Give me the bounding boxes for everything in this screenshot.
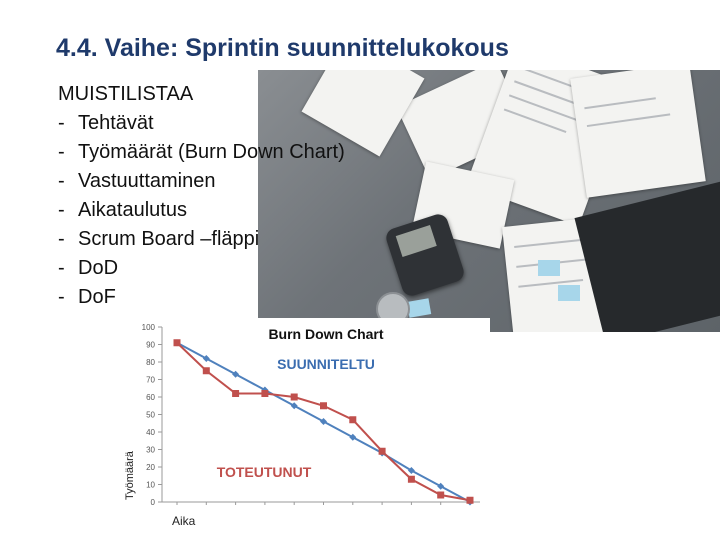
memo-item: - DoF [58,286,116,308]
data-point-actual [261,390,268,397]
series-label-actual: TOTEUTUNUT [216,464,312,480]
laptop [575,182,720,332]
memo-heading: MUISTILISTAA [58,83,194,105]
y-tick-label: 50 [146,410,155,420]
memo-item: - DoD [58,257,119,279]
y-tick-label: 80 [146,358,155,367]
data-point-actual [232,390,239,397]
memo-list [58,80,345,312]
data-point-actual [291,394,298,401]
data-point-actual [174,339,181,346]
data-point-actual [379,448,386,455]
burn-down-chart [118,318,490,532]
slide-title: 4.4. Vaihe: Sprintin suunnittelukokous [56,34,509,62]
data-point-actual [203,367,210,374]
memo-item: - Tehtävät [58,112,154,134]
memo-item: - Työmäärät (Burn Down Chart) [58,141,345,163]
x-axis-label: Aika [172,514,196,528]
data-point-actual [408,476,415,483]
chart-title: Burn Down Chart [268,326,384,342]
y-tick-label: 100 [141,323,155,332]
y-tick-label: 70 [146,375,155,385]
chart-svg [118,318,490,532]
memo-item: - Scrum Board –fläppi [58,228,260,250]
data-point-actual [467,497,474,504]
memo-item: - Vastuuttaminen [58,170,216,192]
y-axis-label: Työmäärä [124,451,136,500]
y-tick-label: 90 [146,340,155,350]
y-tick-label: 30 [146,445,155,455]
y-tick-label: 0 [150,498,155,507]
memo-item: - Aikataulutus [58,199,187,221]
data-point-actual [349,416,356,423]
y-tick-label: 40 [146,428,155,437]
y-tick-label: 20 [146,463,155,472]
y-tick-label: 60 [146,393,155,402]
data-point-actual [437,492,444,499]
data-point-actual [320,402,327,409]
series-label-planned: SUUNNITELTU [277,356,375,372]
y-tick-label: 10 [146,480,155,490]
